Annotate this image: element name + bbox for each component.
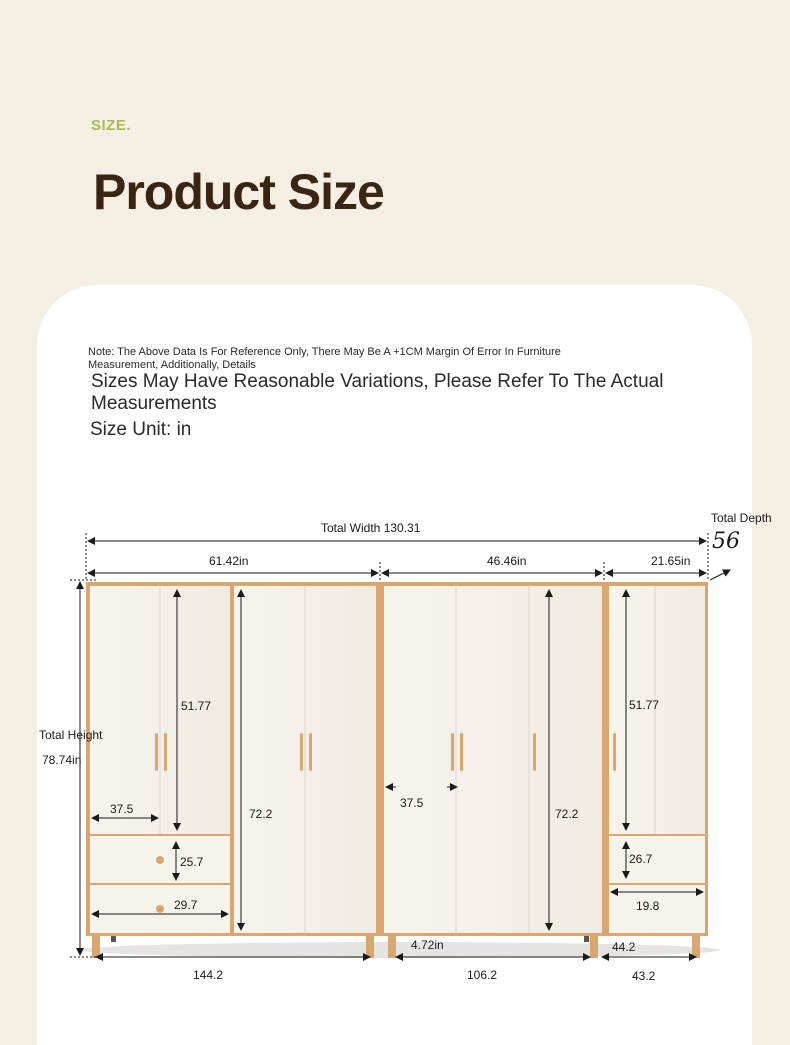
note-disclaimer: Note: The Above Data Is For Reference Only, There May Be A +1CM Margin Of Error In Furniture Measurement, Additionally, Details [88,346,561,371]
left-drawer-width: 29.7 [174,898,198,912]
wardrobe-left [86,582,380,958]
right-drawer-height: 26.7 [629,852,653,866]
width-right-label: 21.65in [651,554,691,568]
size-unit-label: Size Unit: in [90,419,192,440]
section-eyebrow: SIZE. [91,117,132,134]
total-width-label: Total Width 130.31 [321,521,421,535]
left-upper-height: 51.77 [181,699,212,713]
mid-door-height: 72.2 [555,807,579,821]
bottom-left-width: 144.2 [193,968,224,982]
right-leg-label: 44.2 [612,940,636,954]
width-mid-label: 46.46in [487,554,527,568]
left-door-height: 72.2 [249,807,273,821]
mid-inner-width: 37.5 [400,796,424,810]
left-inner-width: 37.5 [110,802,134,816]
left-drawer-height: 25.7 [180,855,204,869]
total-height-value: 78.74in [42,753,82,767]
page-title: Product Size [93,164,384,220]
total-depth-label: Total Depth [711,511,772,525]
total-height-label: Total Height [39,728,103,742]
right-drawer-width: 19.8 [636,899,660,913]
right-upper-height: 51.77 [629,698,660,712]
bottom-right-width: 43.2 [632,969,656,983]
wardrobe-middle [380,582,606,958]
total-depth-value: 56 [712,529,740,554]
bottom-mid-width: 106.2 [467,968,498,982]
width-left-label: 61.42in [209,554,249,568]
note-variations: Sizes May Have Reasonable Variations, Please Refer To The Actual Measurements [91,371,664,414]
leg-height-label: 4.72in [411,938,444,952]
